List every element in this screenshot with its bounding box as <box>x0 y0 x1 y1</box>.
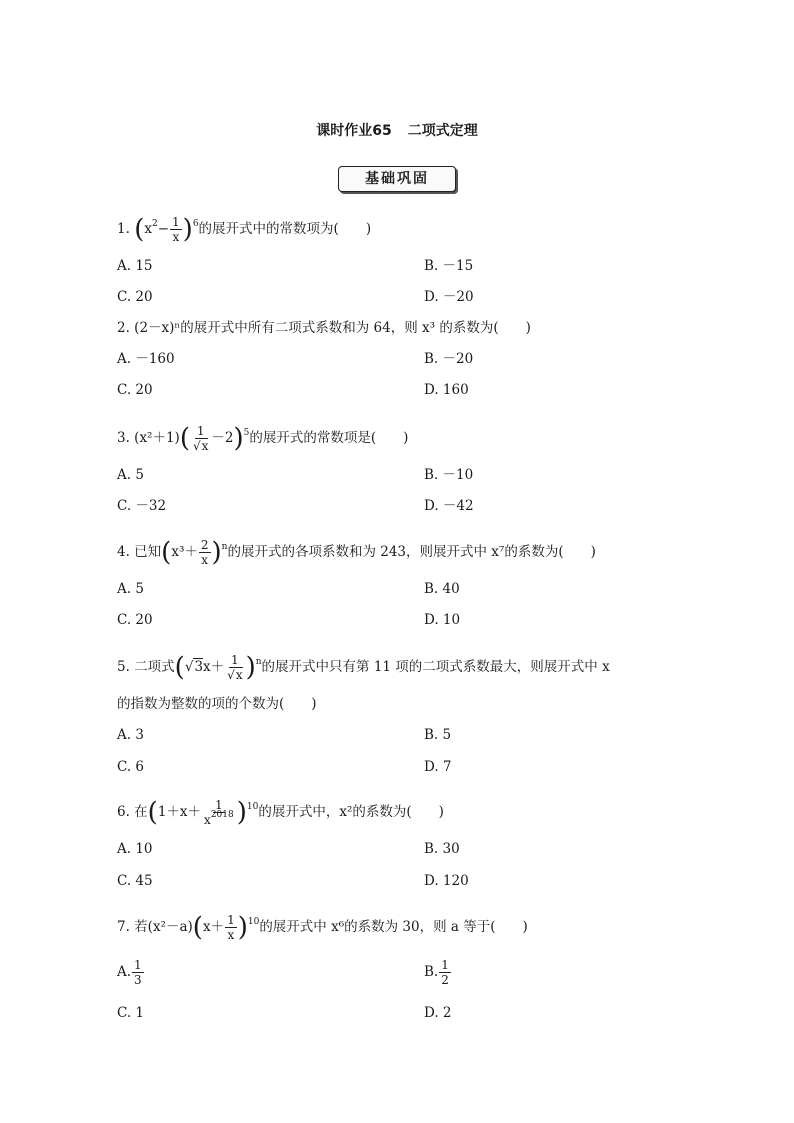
question-3: 3. (x²＋1)( $\frac{1}{√x}$ －2)$^5$的展开式的常数项是( ) <box>117 423 409 454</box>
section-heading-badge: 基础巩固 <box>338 166 456 192</box>
q7-option-a: A. $\frac{1}{3}$ <box>117 958 142 987</box>
q5-option-b: B. 5 <box>424 727 452 743</box>
q1-option-b: B. －15 <box>424 258 474 274</box>
q5-option-c: C. 6 <box>117 759 145 775</box>
q3-option-b: B. －10 <box>424 467 474 483</box>
q1-option-c: C. 20 <box>117 289 153 305</box>
fraction: $\frac{1}{√x}$ <box>227 653 243 682</box>
q5-option-d: D. 7 <box>424 759 452 775</box>
q6-option-c: C. 45 <box>117 873 153 889</box>
q1-option-d: D. －20 <box>424 289 474 305</box>
q7-option-b: B. $\frac{1}{2}$ <box>424 958 449 987</box>
q7-option-c: C. 1 <box>117 1005 145 1021</box>
q3-option-c: C. －32 <box>117 498 167 514</box>
fraction: $\frac{1}{x^{2018}}$ <box>204 798 234 827</box>
question-5: 5. 二项式(√3x＋ $\frac{1}{√x}$ )$^n$的展开式中只有第 11 项的二项式系数最大，则展开式中 x <box>117 652 610 683</box>
q4-option-b: B. 40 <box>424 581 460 597</box>
q3-option-d: D. －42 <box>424 498 474 514</box>
q3-option-a: A. 5 <box>117 467 144 483</box>
q2-option-c: C. 20 <box>117 382 153 398</box>
fraction: $\frac{2}{x}$ <box>200 538 209 567</box>
page-title <box>0 120 794 140</box>
title-right: 二项式定理 <box>407 123 478 139</box>
q4-option-d: D. 10 <box>424 612 461 628</box>
q7-option-d: D. 2 <box>424 1005 452 1021</box>
q4-option-c: C. 20 <box>117 612 153 628</box>
q2-option-b: B. －20 <box>424 351 474 367</box>
q2-option-a: A. －160 <box>117 351 175 367</box>
question-1: 1. ($x^2-$ $\frac{1}{x}$ )$^6$的展开式中的常数项为( ) <box>117 214 372 245</box>
q2-option-d: D. 160 <box>424 382 469 398</box>
q6-option-b: B. 30 <box>424 841 460 857</box>
fraction: $\frac{1}{√x}$ <box>192 424 209 453</box>
question-2: 2. (2－x)ⁿ的展开式中所有二项式系数和为 64，则 x³ 的系数为( ) <box>117 320 531 336</box>
fraction: $\frac{1}{x}$ <box>227 913 235 942</box>
q6-option-a: A. 10 <box>117 841 153 857</box>
question-5-line2: 的指数为整数的项的个数为( ) <box>117 696 317 712</box>
question-6: 6. 在(1＋x＋ $\frac{1}{x^{2018}}$ )$^{10}$的展开式中，x²的系数为( ) <box>117 797 444 828</box>
q5-option-a: A. 3 <box>117 727 144 743</box>
title-left: 课时作业65 <box>316 123 392 139</box>
q4-option-a: A. 5 <box>117 581 144 597</box>
fraction: $\frac{1}{x}$ <box>172 215 180 244</box>
q1-option-a: A. 15 <box>117 258 153 274</box>
q6-option-d: D. 120 <box>424 873 469 889</box>
question-4: 4. 已知(x³＋ $\frac{2}{x}$ )$^n$的展开式的各项系数和为 243，则展开式中 x⁷的系数为( ) <box>117 537 596 568</box>
question-7: 7. 若(x²－a)(x＋ $\frac{1}{x}$ )$^{10}$的展开式中 x⁶的系数为 30，则 a 等于( ) <box>117 912 528 943</box>
